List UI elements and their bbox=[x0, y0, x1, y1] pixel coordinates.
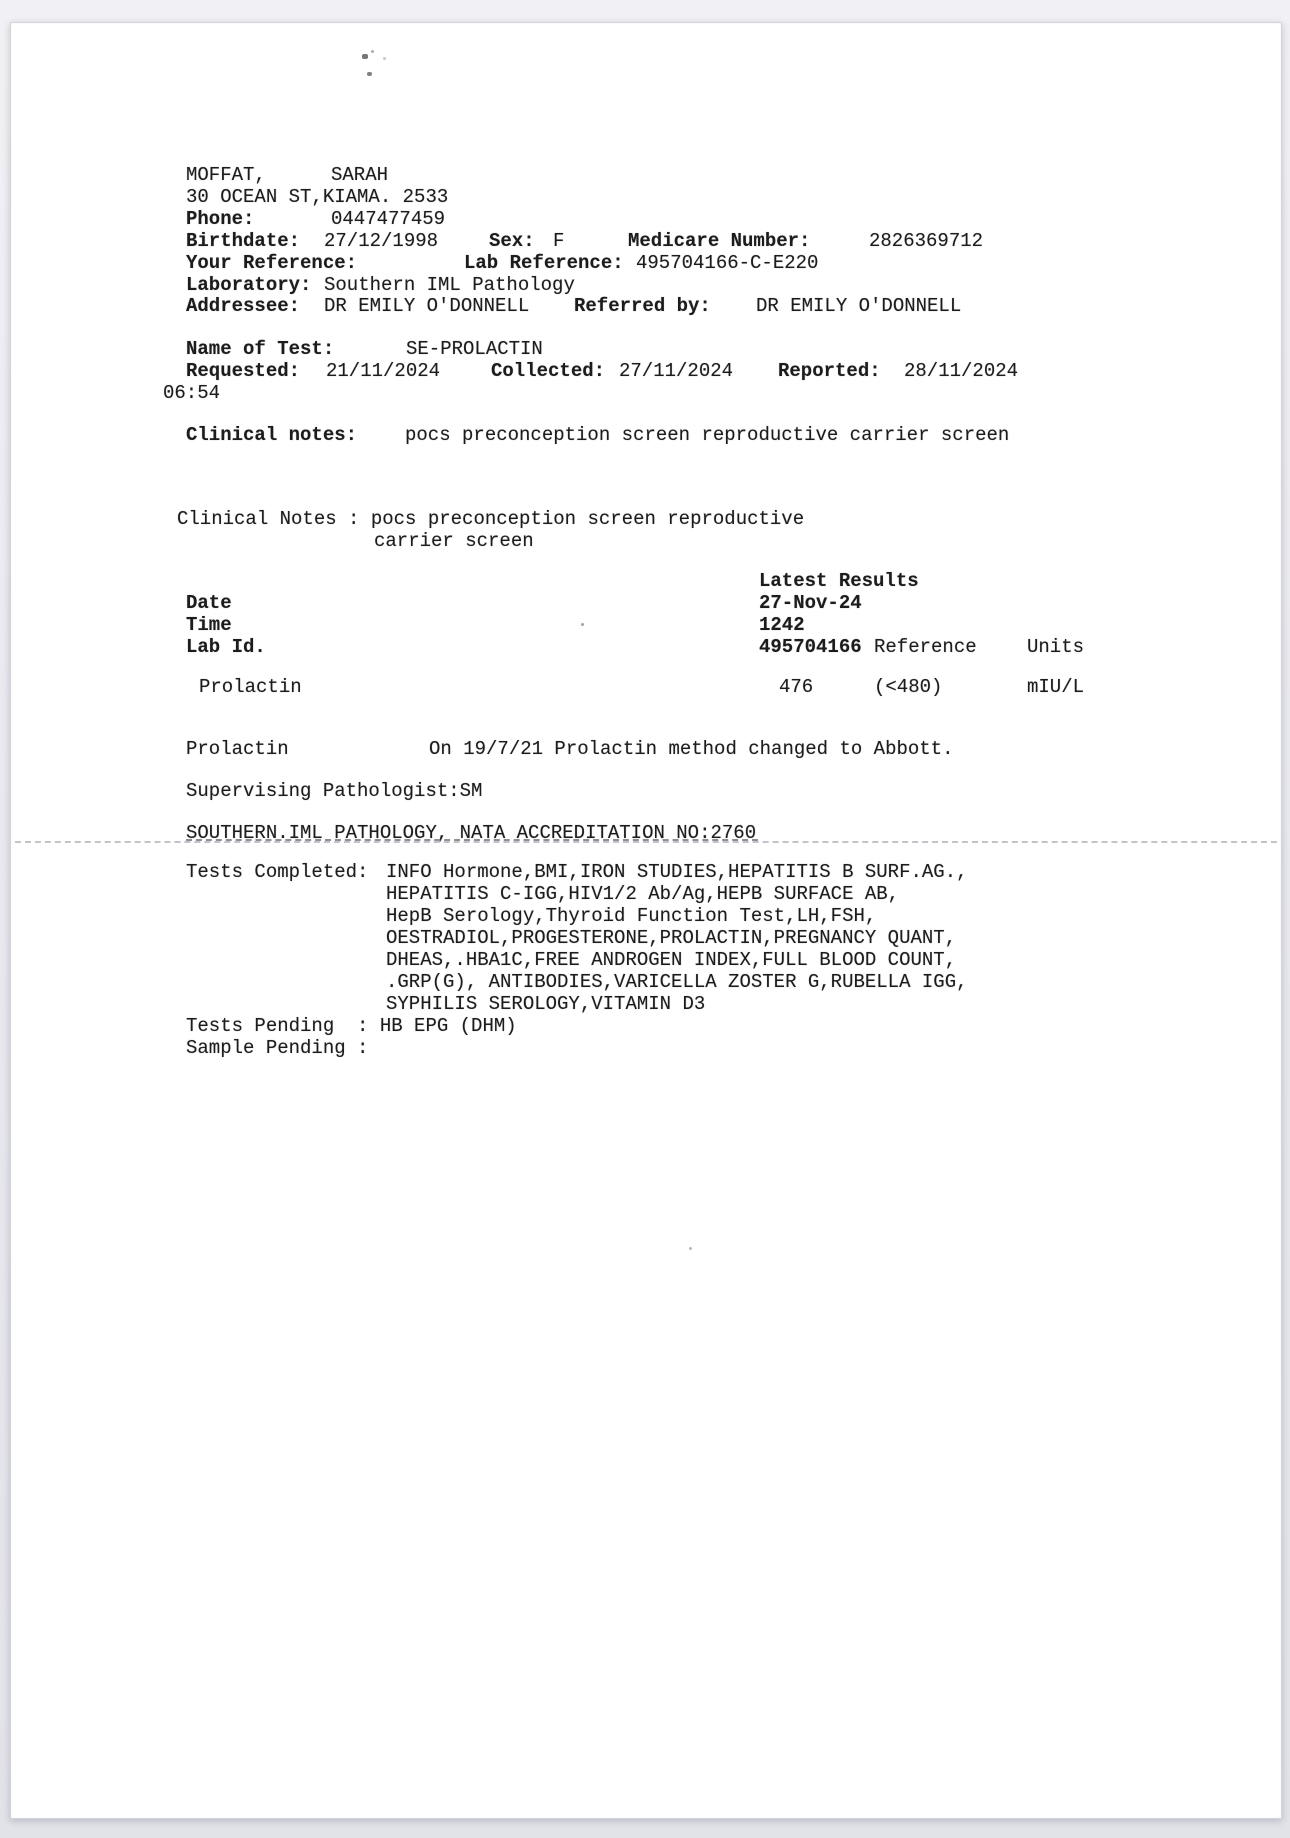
referred-by-label: Referred by: bbox=[574, 295, 711, 317]
sample-pending-text: Sample Pending : bbox=[186, 1037, 369, 1059]
supervising-pathologist: Supervising Pathologist:SM bbox=[186, 780, 483, 802]
requested-value: 21/11/2024 bbox=[326, 360, 441, 382]
clinical-notes2-line2 bbox=[11, 530, 1281, 552]
clinical-notes-line bbox=[11, 424, 1281, 446]
patient-last-name: MOFFAT, bbox=[186, 164, 266, 186]
comment-line bbox=[11, 738, 1281, 760]
results-header-line bbox=[11, 570, 1281, 592]
clinical-notes2-line1 bbox=[11, 508, 1281, 530]
tests-completed-cont bbox=[11, 949, 1281, 971]
clinical-notes2-text: Clinical Notes : pocs preconception screen reproductive bbox=[177, 508, 805, 530]
laboratory-value: Southern IML Pathology bbox=[324, 274, 575, 296]
clinical-notes2-text-cont: carrier screen bbox=[374, 530, 534, 552]
reported-label: Reported: bbox=[778, 360, 881, 382]
reported-value: 28/11/2024 bbox=[904, 360, 1019, 382]
perforation-dashed-line bbox=[15, 841, 1277, 843]
addressee-value: DR EMILY O'DONNELL bbox=[324, 295, 530, 317]
addressee-label: Addressee: bbox=[186, 295, 301, 317]
scan-artifact bbox=[689, 1247, 692, 1250]
patient-address: 30 OCEAN ST,KIAMA. 2533 bbox=[186, 186, 449, 208]
test-name-line bbox=[11, 338, 1281, 360]
lab-reference-label: Lab Reference: bbox=[464, 252, 624, 274]
tests-completed-text: SYPHILIS SEROLOGY,VITAMIN D3 bbox=[386, 993, 706, 1015]
medicare-value: 2826369712 bbox=[869, 230, 984, 252]
medicare-label: Medicare Number: bbox=[628, 230, 811, 252]
results-time-line bbox=[11, 614, 1281, 636]
test-name-label: Name of Test: bbox=[186, 338, 335, 360]
results-header: Latest Results bbox=[759, 570, 919, 592]
patient-first-name: SARAH bbox=[331, 164, 389, 186]
result-analyte: Prolactin bbox=[199, 676, 302, 698]
tests-completed-label: Tests Completed: bbox=[186, 861, 369, 883]
tests-completed-text: HepB Serology,Thyroid Function Test,LH,FSH, bbox=[386, 905, 877, 927]
comment-text: On 19/7/21 Prolactin method changed to Abbott. bbox=[429, 738, 954, 760]
date-label: Date bbox=[186, 592, 232, 614]
patient-address-line bbox=[11, 186, 1281, 208]
clinical-notes-label: Clinical notes: bbox=[186, 424, 358, 446]
tests-completed-text: DHEAS,.HBA1C,FREE ANDROGEN INDEX,FULL BLOOD COUNT, bbox=[386, 949, 957, 971]
tests-completed-text: .GRP(G), ANTIBODIES,VARICELLA ZOSTER G,RUBELLA IGG, bbox=[386, 971, 968, 993]
scan-artifact bbox=[367, 72, 372, 76]
laboratory-line bbox=[11, 274, 1281, 296]
sex-label: Sex: bbox=[489, 230, 535, 252]
lab-id-label: Lab Id. bbox=[186, 636, 266, 658]
clinical-notes-value: pocs preconception screen reproductive carrier screen bbox=[405, 424, 1010, 446]
referred-by-value: DR EMILY O'DONNELL bbox=[756, 295, 962, 317]
reported-time: 06:54 bbox=[163, 382, 221, 404]
time-label: Time bbox=[186, 614, 232, 636]
tests-completed-line bbox=[11, 861, 1281, 883]
phone-value: 0447477459 bbox=[331, 208, 446, 230]
your-reference-label: Your Reference: bbox=[186, 252, 358, 274]
sample-pending-line bbox=[11, 1037, 1281, 1059]
patient-phone-line bbox=[11, 208, 1281, 230]
tests-completed-cont bbox=[11, 927, 1281, 949]
phone-label: Phone: bbox=[186, 208, 255, 230]
birthdate-label: Birthdate: bbox=[186, 230, 301, 252]
reference-line bbox=[11, 252, 1281, 274]
test-dates-line bbox=[11, 360, 1281, 382]
comment-analyte: Prolactin bbox=[186, 738, 289, 760]
patient-name-line bbox=[11, 164, 1281, 186]
test-name-value: SE-PROLACTIN bbox=[406, 338, 543, 360]
document-page bbox=[10, 22, 1282, 1819]
result-value: 476 bbox=[779, 676, 814, 698]
tests-completed-text: OESTRADIOL,PROGESTERONE,PROLACTIN,PREGNANCY QUANT, bbox=[386, 927, 957, 949]
result-reference: (<480) bbox=[874, 676, 943, 698]
birthdate-value: 27/12/1998 bbox=[324, 230, 439, 252]
tests-pending-text: Tests Pending : HB EPG (DHM) bbox=[186, 1015, 517, 1037]
lab-reference-value: 495704166-C-E220 bbox=[636, 252, 819, 274]
date-value: 27-Nov-24 bbox=[759, 592, 862, 614]
collected-label: Collected: bbox=[491, 360, 606, 382]
scan-artifact bbox=[383, 57, 386, 60]
results-labid-line bbox=[11, 636, 1281, 658]
result-row-prolactin bbox=[11, 676, 1281, 698]
accreditation-text: SOUTHERN.IML PATHOLOGY, NATA ACCREDITATION NO:2760 bbox=[186, 822, 757, 844]
tests-completed-cont bbox=[11, 993, 1281, 1015]
result-units: mIU/L bbox=[1027, 676, 1085, 698]
tests-completed-cont bbox=[11, 905, 1281, 927]
time-value: 1242 bbox=[759, 614, 805, 636]
laboratory-label: Laboratory: bbox=[186, 274, 312, 296]
tests-pending-line bbox=[11, 1015, 1281, 1037]
results-date-line bbox=[11, 592, 1281, 614]
lab-id-value: 495704166 bbox=[759, 636, 862, 658]
reference-header: Reference bbox=[874, 636, 977, 658]
tests-completed-cont bbox=[11, 971, 1281, 993]
tests-completed-text: INFO Hormone,BMI,IRON STUDIES,HEPATITIS B SURF.AG., bbox=[386, 861, 968, 883]
pathologist-line bbox=[11, 780, 1281, 802]
tests-completed-text: HEPATITIS C-IGG,HIV1/2 Ab/Ag,HEPB SURFACE AB, bbox=[386, 883, 900, 905]
requested-label: Requested: bbox=[186, 360, 301, 382]
scan-artifact bbox=[362, 54, 368, 59]
addressee-line bbox=[11, 295, 1281, 317]
patient-birthdate-line bbox=[11, 230, 1281, 252]
tests-completed-cont bbox=[11, 883, 1281, 905]
sex-value: F bbox=[553, 230, 565, 252]
scan-artifact bbox=[371, 50, 374, 53]
collected-value: 27/11/2024 bbox=[619, 360, 734, 382]
units-header: Units bbox=[1027, 636, 1085, 658]
reported-time-line bbox=[11, 382, 1281, 404]
